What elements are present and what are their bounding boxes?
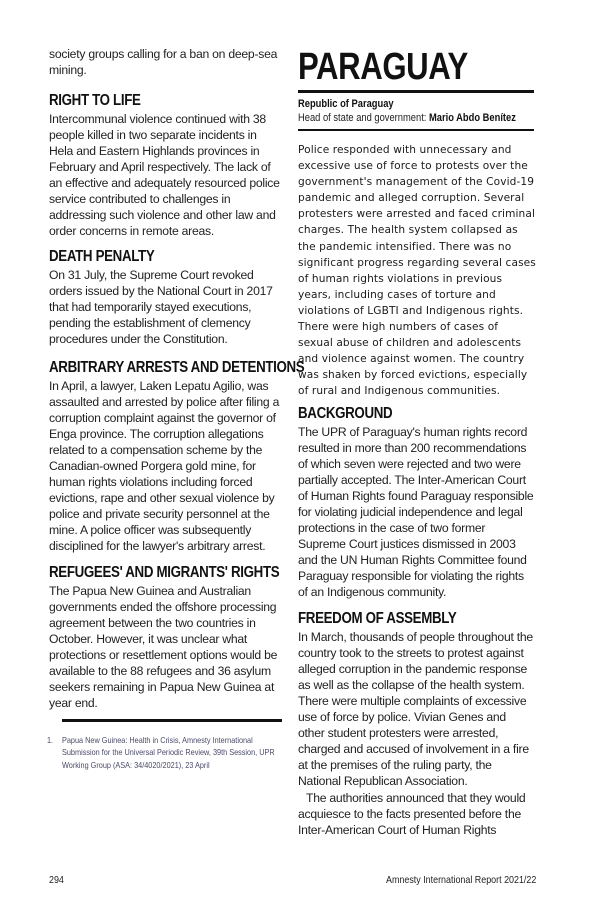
head-of-state-line	[298, 111, 516, 126]
section-body-right-to-life: Intercommunal violence continued with 38 people killed in two separate incidents in Hela and Eastern Highlands provinces in February and April respectively. The lack of an effective and adequately resourced police service contributed to challenges in addressing such violence and other law and order concerns in remote areas.	[49, 112, 280, 238]
intro-continuation: society groups calling for a ban on deep-sea mining.	[49, 47, 278, 77]
section-body-freedom-of-assembly: In March, thousands of people throughout the country took to the streets to protest against alleged corruption in the pandemic response as well as the collapse of the health system. There were multiple complaints of excessive use of force by police. Vivian Genes and other student protesters were arrested, charged and accused of involvement in a fire at the premises of the ruling party, the National Republican Association.	[298, 630, 533, 788]
title-rule	[298, 90, 534, 93]
header-rule	[298, 129, 534, 131]
footnote-divider	[62, 719, 282, 722]
section-body-death-penalty: On 31 July, the Supreme Court revoked orders issued by the National Court in 2017 that had temporarily stayed executions, pending the establishment of clemency procedures under the Constitution.	[49, 268, 273, 346]
section-heading-arbitrary-arrests: ARBITRARY ARRESTS AND DETENTIONS	[49, 359, 305, 376]
section-body-arbitrary-arrests: In April, a lawyer, Laken Lepatu Agilio, was assaulted and arrested by police after filing a corruption complaint against the governor of Enga province. The corruption allegations related to a compensation scheme by the Canadian-owned Porgera gold mine, for human rights violations including forced evictions, rape and other sexual violence by police and private security personnel at the mine. A police officer was subsequently disciplined for the lawyer's arbitrary arrest.	[49, 379, 280, 553]
section-heading-freedom-of-assembly: FREEDOM OF ASSEMBLY	[298, 610, 457, 627]
footnote-number: 1.	[47, 735, 54, 745]
head-of-state-name: Mario Abdo Benítez	[428, 112, 516, 124]
country-summary: Police responded with unnecessary and excessive use of force to protests over the government's management of the Covid-19 pandemic and alleged corruption. Several protesters were arrested and faced criminal charges. The health system collapsed as the pandemic intensified. There was no significant progress regarding several cases of human rights violations in previous years, including cases of torture and violations of LGBTI and Indigenous rights. There were high numbers of cases of sexual abuse of children and adolescents and violence against women. The country was shaken by forced evictions, especially of rural and Indigenous communities.	[298, 144, 536, 398]
page-number: 294	[49, 874, 64, 886]
section-body-background: The UPR of Paraguay's human rights record resulted in more than 200 recommendations of which seven were rejected and two were partially accepted. The Inter-American Court of Human Rights found Paraguay responsible for violating judicial independence and legal protections in the case of two former Supreme Court justices dismissed in 2003 and the UN Human Rights Committee found Paraguay responsible for violating the rights of an Indigenous community.	[298, 425, 534, 599]
section-body-refugees: The Papua New Guinea and Australian governments ended the offshore processing agreement between the two countries in October. However, it was unclear what protections or resettlement options would be available to the 88 refugees and 36 asylum seekers remaining in Papua New Guinea at year end.	[49, 584, 278, 710]
section-heading-refugees: REFUGEES' AND MIGRANTS' RIGHTS	[49, 564, 280, 581]
footnote	[47, 734, 312, 771]
official-country-name: Republic of Paraguay	[298, 98, 394, 110]
section-heading-death-penalty: DEATH PENALTY	[49, 248, 155, 265]
country-title: PARAGUAY	[298, 46, 468, 88]
footnote-text: Papua New Guinea: Health in Crisis, Amnesty International Submission for the Universal Periodic Review, 39th Session, UPR Working Group (ASA: 34/4020/2021), 23 April	[62, 735, 275, 770]
section-heading-right-to-life: RIGHT TO LIFE	[49, 92, 141, 109]
head-of-state-label: Head of state and government:	[298, 112, 427, 124]
section-heading-background: BACKGROUND	[298, 405, 393, 422]
publication-title: Amnesty International Report 2021/22	[386, 874, 537, 886]
section-body-freedom-of-assembly-continued: The authorities announced that they would acquiesce to the facts presented before the Inter-American Court of Human Rights	[298, 791, 526, 837]
